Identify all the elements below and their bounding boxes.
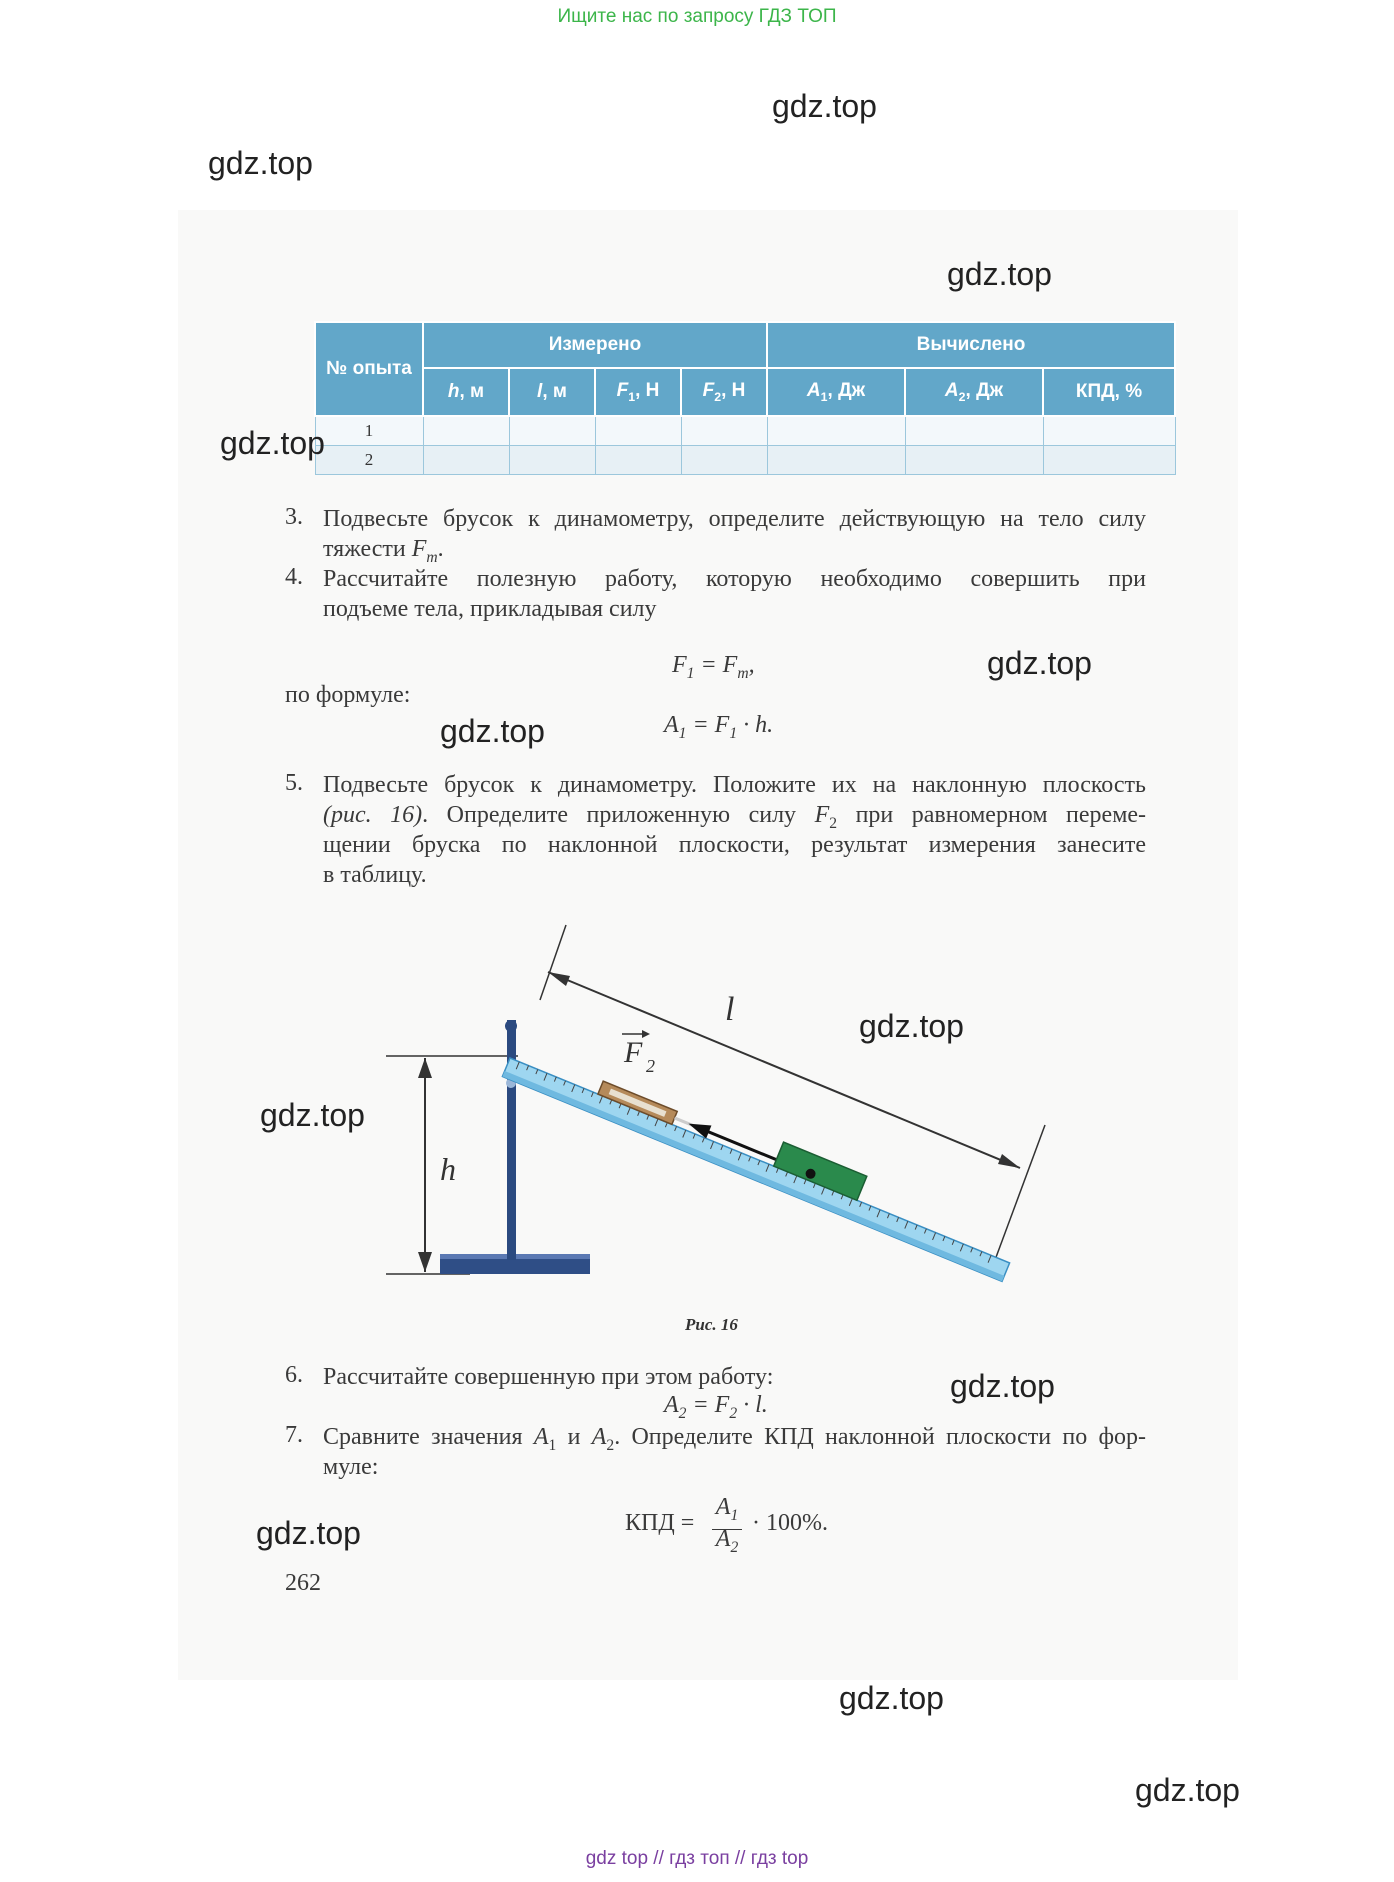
step-7-number: 7. bbox=[285, 1422, 303, 1448]
l-extension-bottom bbox=[995, 1125, 1045, 1260]
inclined-plane-figure bbox=[380, 920, 1060, 1290]
kpd-percent: · 100%. bbox=[752, 1510, 828, 1536]
watermark: gdz.top bbox=[772, 88, 877, 124]
col-measured: Измерено bbox=[423, 322, 767, 368]
step-4-text-2: подъеме тела, прикладывая силу bbox=[323, 596, 657, 622]
step-3-text-2: тяжести $F_т$. bbox=[323, 536, 444, 566]
watermark: gdz.top bbox=[208, 145, 313, 181]
col-a1: $A_1$, Дж bbox=[767, 368, 905, 416]
watermark: gdz.top bbox=[260, 1097, 365, 1133]
watermark: gdz.top bbox=[1135, 1772, 1240, 1808]
l-dimension-line bbox=[548, 972, 1020, 1168]
table-row: 1 bbox=[315, 416, 1175, 446]
formula-f1: $F_1 = F_т$, bbox=[672, 652, 755, 682]
watermark: gdz.top bbox=[256, 1515, 361, 1551]
col-f1: $F_1$, Н bbox=[595, 368, 681, 416]
step-4-text: Рассчитайте полезную работу, которую необходимо совершить при bbox=[323, 566, 1146, 592]
fraction-numerator: $A_1$ bbox=[712, 1494, 742, 1530]
formula-label: по формуле: bbox=[285, 682, 411, 708]
step-5-line-3: щении бруска по наклонной плоскости, результат измерения занесите bbox=[323, 832, 1146, 858]
stand-rod bbox=[507, 1020, 516, 1260]
col-h: h, м bbox=[423, 368, 509, 416]
step-5-line-1: Подвесьте брусок к динамометру. Положите их на наклонную плоскость bbox=[323, 772, 1146, 798]
l-extension-top bbox=[540, 925, 566, 1000]
step-6-number: 6. bbox=[285, 1362, 303, 1388]
fraction-denominator: $A_2$ bbox=[715, 1526, 739, 1556]
figure-caption: Рис. 16 bbox=[685, 1315, 738, 1334]
col-computed: Вычислено bbox=[767, 322, 1175, 368]
watermark: gdz.top bbox=[987, 645, 1092, 681]
kpd-label: КПД = bbox=[625, 1510, 695, 1536]
table-row: 2 bbox=[315, 446, 1175, 475]
watermark: gdz.top bbox=[220, 425, 325, 461]
page-number: 262 bbox=[285, 1570, 321, 1596]
top-banner[interactable]: Ищите нас по запросу ГДЗ ТОП bbox=[557, 6, 837, 27]
watermark: gdz.top bbox=[950, 1368, 1055, 1404]
arrowhead-icon bbox=[418, 1252, 432, 1272]
col-efficiency: КПД, % bbox=[1043, 368, 1175, 416]
step-5-line-4: в таблицу. bbox=[323, 862, 427, 888]
col-a2: $A_2$, Дж bbox=[905, 368, 1043, 416]
ruler bbox=[502, 1034, 1019, 1281]
step-5-number: 5. bbox=[285, 770, 303, 796]
step-4-number: 4. bbox=[285, 564, 303, 590]
col-f2: $F_2$, Н bbox=[681, 368, 767, 416]
label-l: l bbox=[725, 991, 735, 1028]
formula-a2: $A_2 = F_2 \cdot l$. bbox=[664, 1392, 768, 1422]
col-l: l, м bbox=[509, 368, 595, 416]
step-6-text: Рассчитайте совершенную при этом работу: bbox=[323, 1364, 774, 1390]
step-5-line-2: (рис. 16). Определите приложенную силу $F_2$ при равномерном переме- bbox=[323, 802, 1147, 832]
col-experiment-no: № опыта bbox=[315, 322, 423, 416]
watermark: gdz.top bbox=[859, 1008, 964, 1044]
watermark: gdz.top bbox=[839, 1680, 944, 1716]
arrowhead-icon bbox=[998, 1154, 1020, 1168]
measurement-table bbox=[314, 321, 1176, 475]
step-7-text-2: муле: bbox=[323, 1454, 379, 1480]
step-3-text: Подвесьте брусок к динамометру, определите действующую на тело силу bbox=[323, 506, 1146, 532]
formula-a1: $A_1 = F_1 \cdot h$. bbox=[664, 712, 774, 742]
watermark: gdz.top bbox=[947, 256, 1052, 292]
label-F2-sub: 2 bbox=[646, 1056, 655, 1076]
step-7-text: Сравните значения $A_1$ и $A_2$. Определите КПД наклонной плоскости по фор- bbox=[323, 1424, 1147, 1454]
label-h: h bbox=[440, 1151, 456, 1187]
arrowhead-icon bbox=[548, 972, 570, 986]
footer-links[interactable]: gdz top // гдз топ // гдз top bbox=[585, 1848, 809, 1869]
step-3-number: 3. bbox=[285, 504, 303, 530]
arrowhead-icon bbox=[418, 1058, 432, 1078]
watermark: gdz.top bbox=[440, 713, 545, 749]
label-F2: F bbox=[624, 1036, 643, 1069]
